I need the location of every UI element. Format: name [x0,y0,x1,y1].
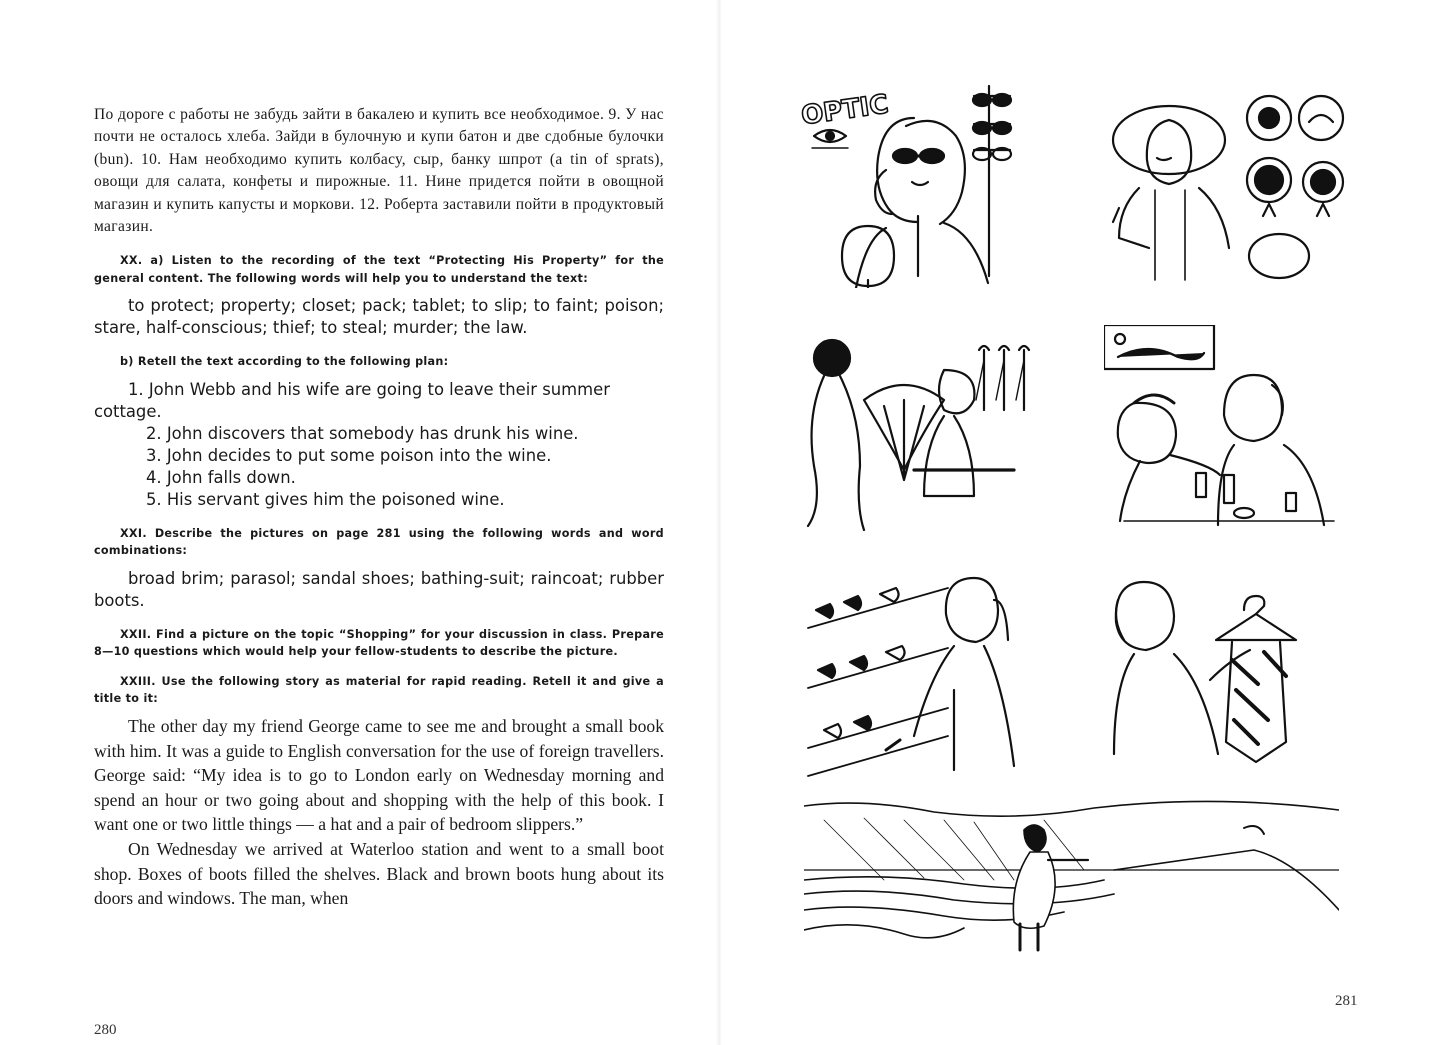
exercise-20b-instruction [94,353,664,371]
exercise-20b-text: b) Retell the text according to the following plan: [120,355,449,369]
exercise-21-text: XXI. Describe the pictures on page 281 using the following words and word combinations: [94,526,664,558]
optic-sign-text: OPTIC [799,89,891,132]
text-column [94,104,664,911]
exercise-22-text: XXII. Find a picture on the topic “Shopping” for your discussion in class. Prepare 8—10 questions which would help your fellow-students to describe the picture. [94,627,664,659]
illustration-hat-shop [1099,78,1359,288]
page-number-right: 281 [1335,993,1358,1009]
plan-item: 1. John Webb and his wife are going to leave their summer cottage. [94,379,610,421]
illustration-cosmetics [1104,325,1344,535]
plan-item: 4. John falls down. [146,467,296,487]
plan-item: 3. John decides to put some poison into the wine. [146,445,552,465]
illustration-swimsuit [1104,570,1334,780]
illustration-optician [794,78,1034,288]
plan-item: 5. His servant gives him the poisoned wine. [146,489,505,509]
story-paragraph: The other day my friend George came to see me and brought a small book with him. It was a guide to English conversation for the use of foreign travellers. George said: “My idea is to go to London early on Wednesday morning and spend an hour or two going about and shopping with the help of this book. I want one or two little things — a hat and a pair of bedroom slippers.” [94,715,664,835]
illustration-umbrella-shop [804,330,1044,540]
exercise-20a-text: XX. a) Listen to the recording of the text “Protecting His Property” for the general content. The following words will help you to understand the text: [94,254,664,285]
exercise-20a-words: to protect; property; closet; pack; tablet; to slip; to faint; poison; stare, half-conscious; thief; to steal; murder; the law. [94,296,664,338]
exercise-21-words: broad brim; parasol; sandal shoes; bathing-suit; raincoat; rubber boots. [94,568,664,610]
story-paragraph: On Wednesday we arrived at Waterloo station and went to a small boot shop. Boxes of boots filled the shelves. Black and brown boots hung about its doors and windows. The man, when [94,838,664,909]
exercise-22-instruction [94,626,664,661]
page-number-left: 280 [94,1022,117,1038]
exercise-21-instruction [94,525,664,560]
story-text [94,714,664,911]
illustration-shoe-shop [804,570,1034,780]
exercise-23-instruction [94,673,664,708]
russian-exercise-paragraph: По дороге с работы не забудь зайти в бакалею и купить все необходимое. 9. У нас почти не осталось хлеба. Зайди в булочную и купи батон и две сдобные булочки (bun). 10. Нам необходимо купить колбасу, сыр, банку шпрот (a tin of sprats), овощи для салата, конфеты и пирожные. 11. Нине придется пойти в овощной магазин и купить капусты и моркови. 12. Роберта заставили пойти в продуктовый магазин. [94,106,664,236]
page-281 [719,0,1438,1045]
exercise-23-text: XXIII. Use the following story as material for rapid reading. Retell it and give a title to it: [94,674,664,706]
exercise-20a-instruction [94,252,664,287]
retell-plan [94,379,664,511]
plan-item: 2. John discovers that somebody has drunk his wine. [146,423,579,443]
illustration-windy-beach [804,800,1339,975]
